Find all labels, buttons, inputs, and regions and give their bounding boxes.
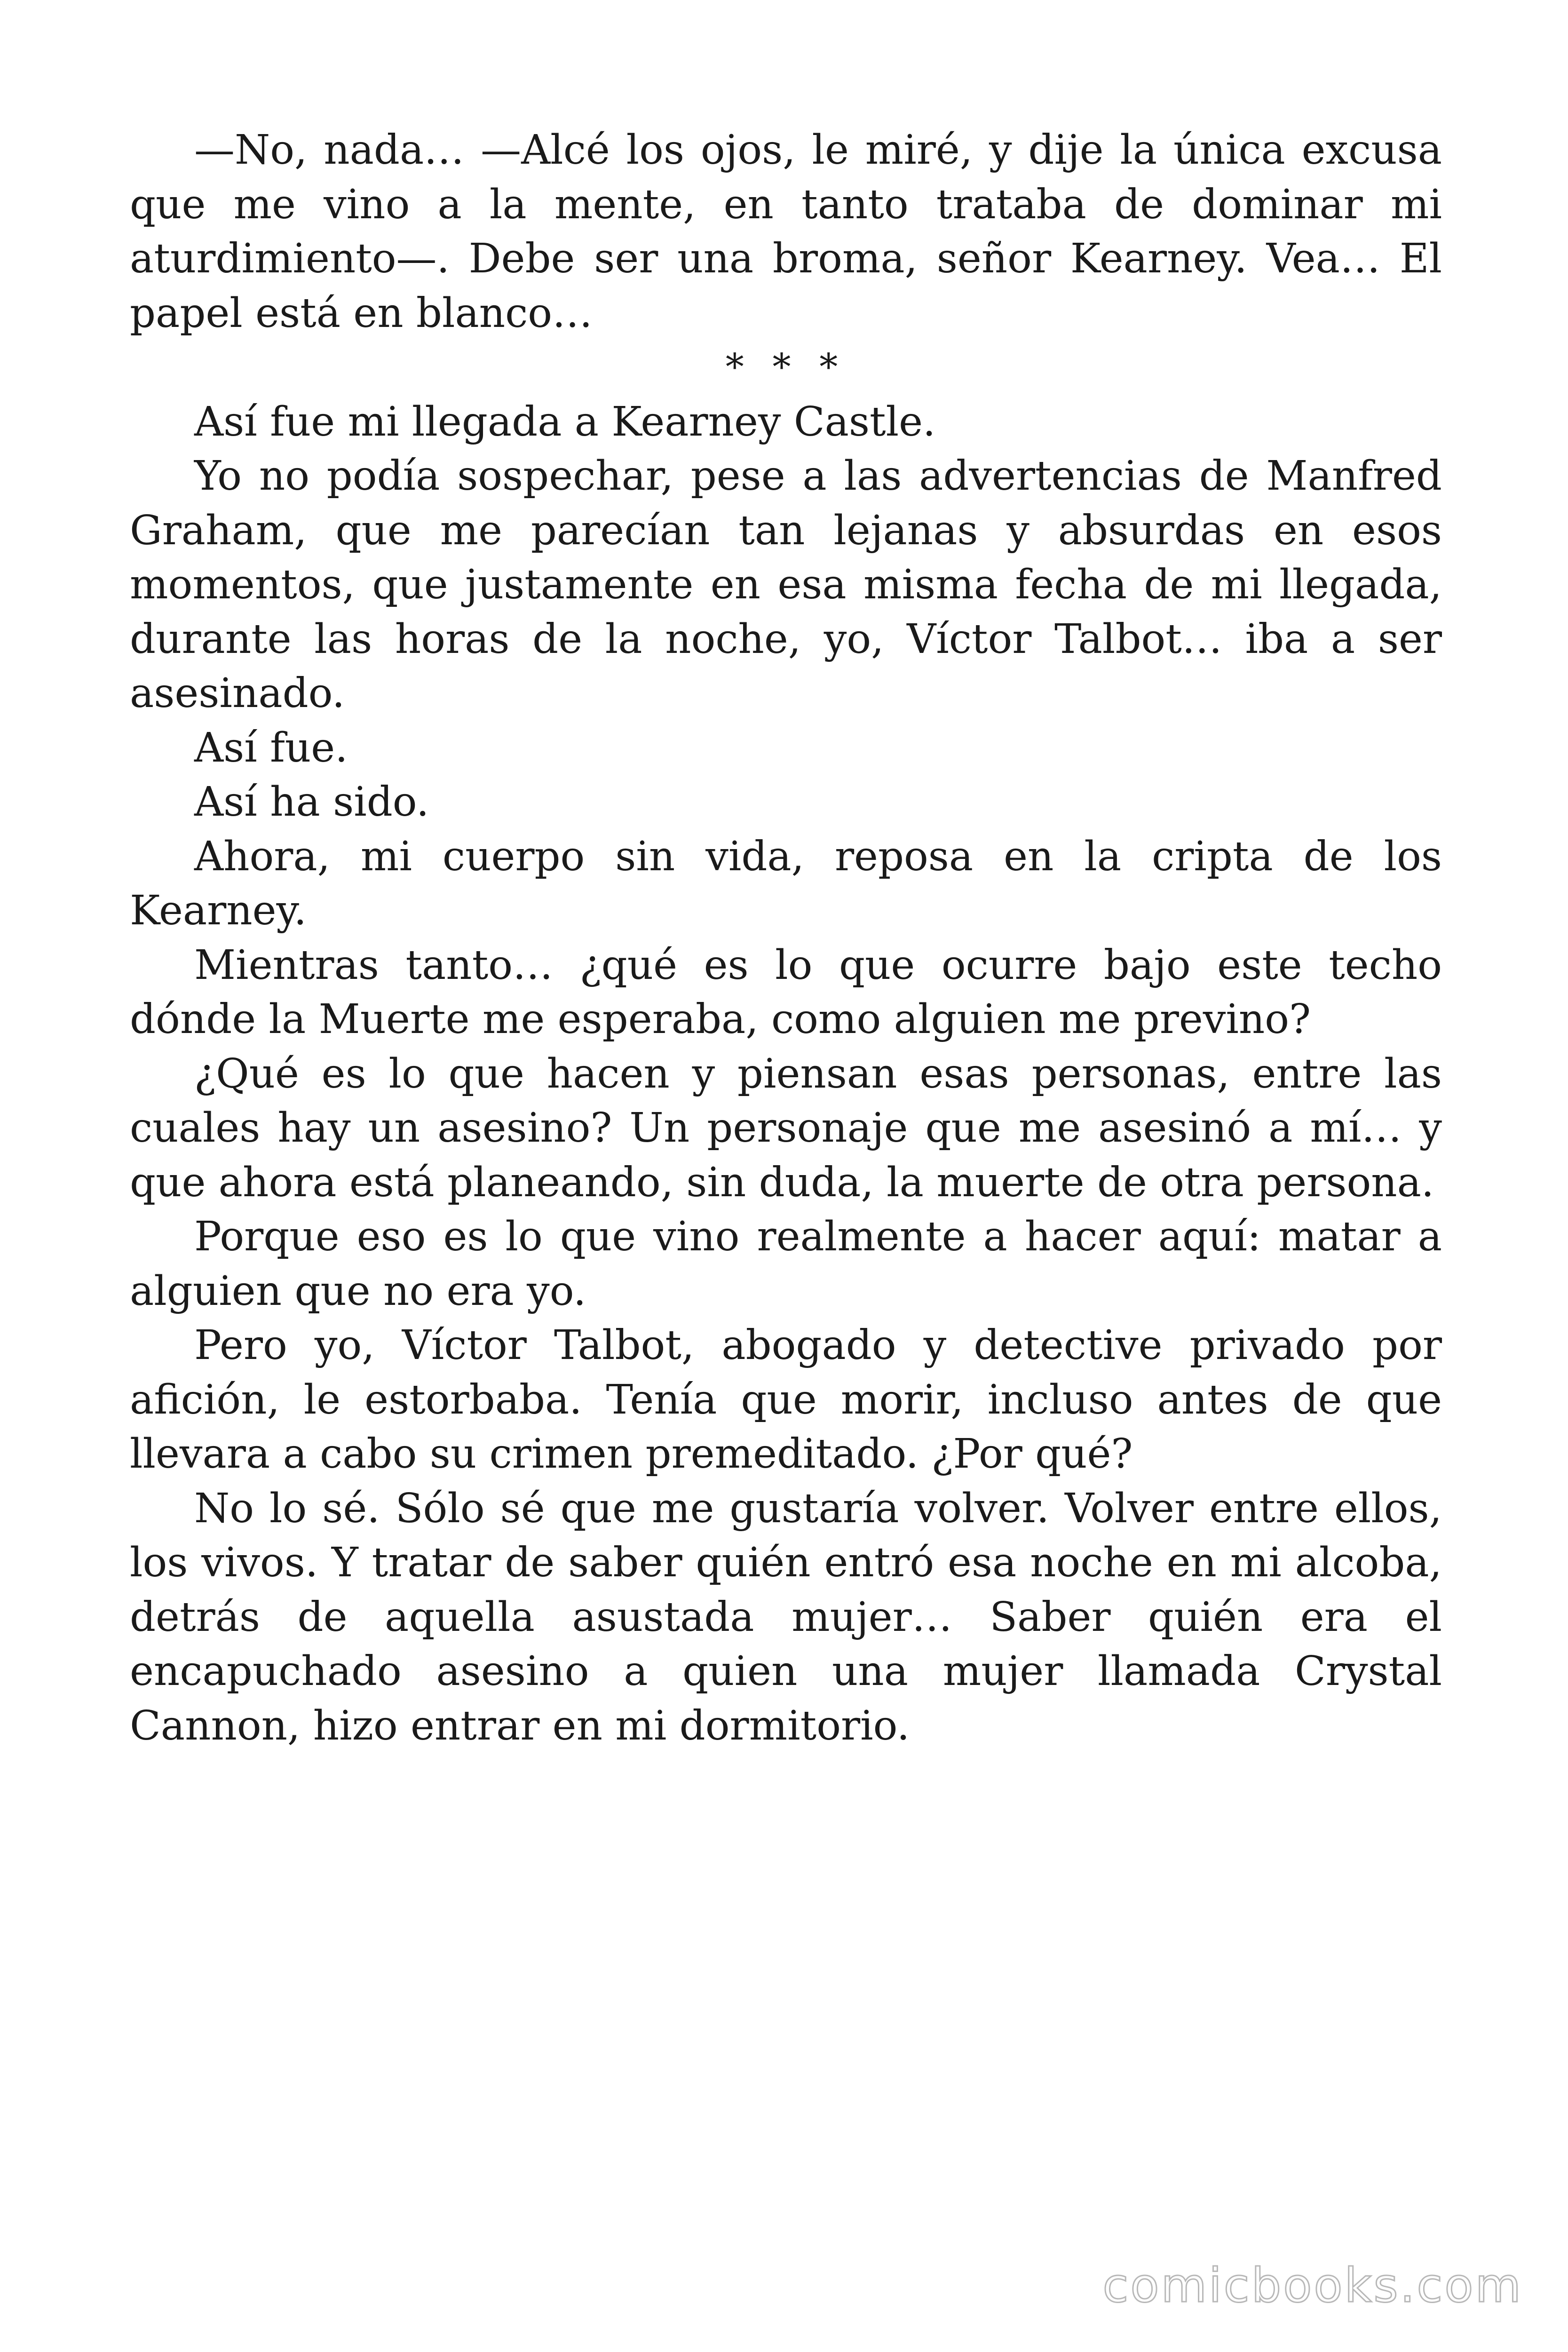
watermark: comicbooks.com: [1102, 2258, 1523, 2313]
paragraph-1: —No, nada… —Alcé los ojos, le miré, y dije la única excusa que me vino a la mente, en tanto trataba de dominar mi aturdimiento—. Debe ser una broma, señor Kearney. Vea… El papel está en blanco…: [130, 127, 1442, 337]
paragraph-10: Pero yo, Víctor Talbot, abogado y detective privado por afición, le estorbaba. Tenía que morir, incluso antes de que llevara a cabo su crimen premeditado. ¿Por qué?: [130, 1322, 1442, 1478]
paragraph-7: Mientras tanto… ¿qué es lo que ocurre bajo este techo dónde la Muerte me esperaba, como alguien me previno?: [130, 941, 1442, 1043]
paragraph-6: Ahora, mi cuerpo sin vida, reposa en la cripta de los Kearney.: [130, 833, 1442, 934]
paragraph-5: Así ha sido.: [194, 779, 429, 826]
paragraph-3: Yo no podía sospechar, pese a las advertencias de Manfred Graham, que me parecían tan lejanas y absurdas en esos momentos, que justamente en esa misma fecha de mi llegada, durante las horas de la noche, yo, Víctor Talbot… iba a ser asesinado.: [130, 453, 1442, 717]
paragraph-2: Así fue mi llegada a Kearney Castle.: [194, 398, 936, 445]
paragraph-8: ¿Qué es lo que hacen y piensan esas personas, entre las cuales hay un asesino? Un personaje que me asesinó a mí… y que ahora está planeando, sin duda, la muerte de otra persona.: [130, 1050, 1442, 1206]
paragraph-11: No lo sé. Sólo sé que me gustaría volver. Volver entre ellos, los vivos. Y tratar de saber quién entró esa noche en mi alcoba, detrás de aquella asustada mujer… Saber quién era el encapuchado asesino a quien una mujer llamada Crystal Cannon, hizo entrar en mi dormitorio.: [130, 1485, 1442, 1749]
paragraph-9: Porque eso es lo que vino realmente a hacer aquí: matar a alguien que no era yo.: [130, 1213, 1442, 1315]
body-text: [130, 123, 1442, 1753]
section-separator: * * *: [725, 346, 847, 389]
paragraph-4: Así fue.: [194, 724, 348, 771]
